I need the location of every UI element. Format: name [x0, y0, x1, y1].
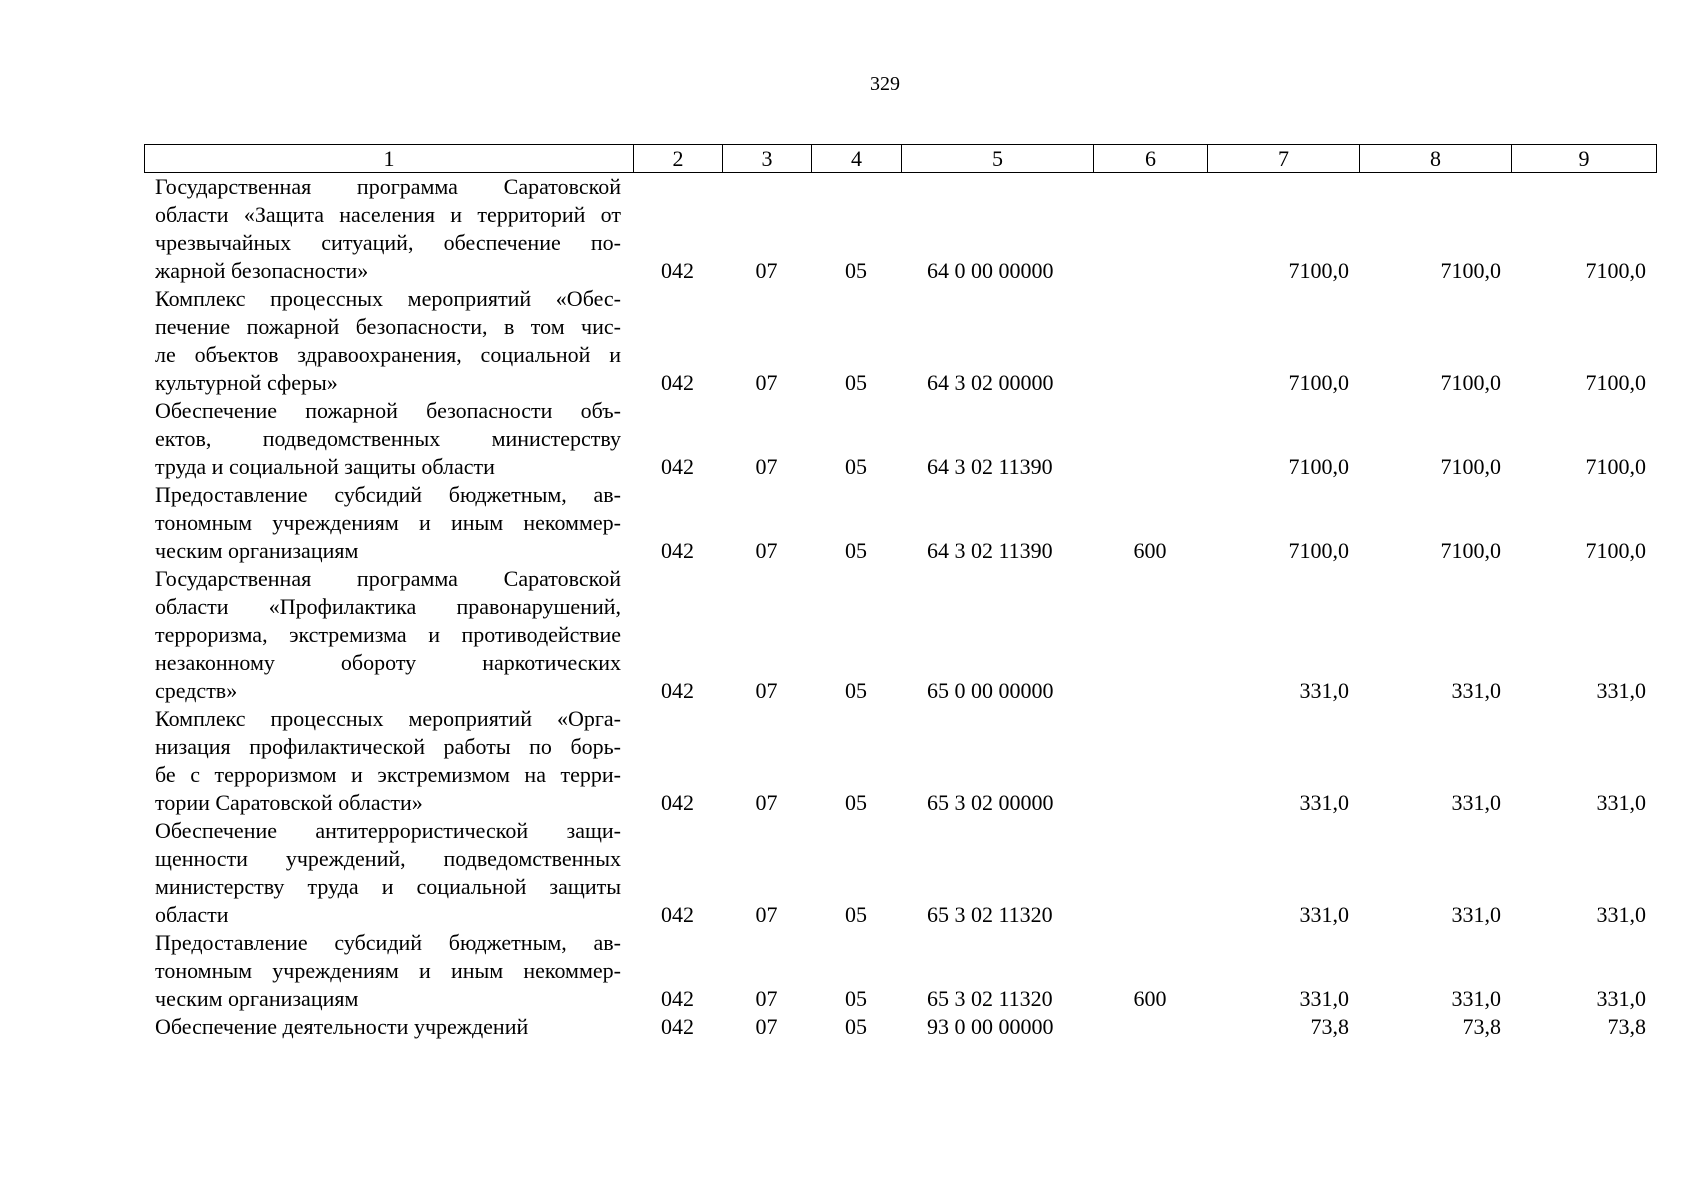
expense-type-cell	[1093, 705, 1207, 817]
row-name-line: Обеспечение антитеррористической защи-	[155, 818, 621, 843]
ministry-code-cell: 042	[661, 538, 694, 563]
amount-cell: 331,0	[1451, 790, 1501, 815]
expense-type-cell	[1093, 285, 1207, 397]
subsection-code-cell: 05	[845, 902, 867, 927]
row-name-line: области «Профилактика правонарушений,	[155, 594, 621, 619]
row-name-line: средств»	[155, 678, 238, 703]
section-code-cell: 07	[755, 454, 778, 479]
expense-type-cell: 600	[1133, 986, 1167, 1011]
table-row	[144, 1013, 1656, 1041]
subsection-code-cell: 05	[845, 454, 867, 479]
target-article-cell: 65 0 00 00000	[927, 678, 1054, 703]
amount-cell: 7100,0	[1288, 538, 1349, 563]
row-name-line: ектов, подведомственных министерству	[155, 426, 621, 451]
section-code-cell: 07	[755, 902, 778, 927]
row-name-line: культурной сферы»	[155, 370, 338, 395]
table-row	[144, 705, 1656, 817]
row-name-line: Предоставление субсидий бюджетным, ав-	[155, 482, 621, 507]
row-name-line: печение пожарной безопасности, в том чис-	[155, 314, 621, 339]
amount-cell: 331,0	[1451, 986, 1501, 1011]
amount-cell: 73,8	[1310, 1014, 1349, 1039]
ministry-code-cell: 042	[661, 986, 694, 1011]
expense-type-cell	[1093, 565, 1207, 705]
column-header: 2	[634, 145, 723, 173]
subsection-code-cell: 05	[845, 678, 867, 703]
amount-cell: 331,0	[1299, 902, 1349, 927]
column-header-row	[145, 145, 1657, 173]
table-row	[144, 397, 1656, 481]
row-name-cell	[144, 929, 633, 1013]
target-article-cell: 64 3 02 11390	[927, 454, 1053, 479]
row-name-cell	[144, 565, 633, 705]
amount-cell: 331,0	[1299, 986, 1349, 1011]
amount-cell: 7100,0	[1288, 258, 1349, 283]
amount-cell: 7100,0	[1585, 258, 1646, 283]
target-article-cell: 65 3 02 00000	[927, 790, 1054, 815]
table-row	[144, 929, 1656, 1013]
subsection-code-cell: 05	[845, 790, 867, 815]
amount-cell: 331,0	[1451, 678, 1501, 703]
amount-cell: 331,0	[1299, 790, 1349, 815]
row-name-line: Комплекс процессных мероприятий «Орга-	[155, 706, 621, 731]
amount-cell: 7100,0	[1440, 538, 1501, 563]
ministry-code-cell: 042	[661, 454, 694, 479]
section-code-cell: 07	[755, 258, 778, 283]
ministry-code-cell: 042	[661, 790, 694, 815]
amount-cell: 7100,0	[1440, 258, 1501, 283]
column-header: 4	[812, 145, 902, 173]
amount-cell: 73,8	[1462, 1014, 1501, 1039]
row-name-line: чрезвычайных ситуаций, обеспечение по-	[155, 230, 621, 255]
subsection-code-cell: 05	[845, 986, 867, 1011]
amount-cell: 331,0	[1299, 678, 1349, 703]
target-article-cell: 64 3 02 11390	[927, 538, 1053, 563]
row-name-line: тономным учреждениям и иным некоммер-	[155, 958, 621, 983]
ministry-code-cell: 042	[661, 678, 694, 703]
subsection-code-cell: 05	[845, 370, 867, 395]
section-code-cell: 07	[755, 538, 778, 563]
amount-cell: 331,0	[1596, 986, 1646, 1011]
amount-cell: 7100,0	[1440, 370, 1501, 395]
row-name-line: области «Защита населения и территорий от	[155, 202, 621, 227]
table-body	[144, 173, 1656, 1041]
row-name-line: низация профилактической работы по борь-	[155, 734, 621, 759]
row-name-line: ческим организациям	[155, 538, 359, 563]
subsection-code-cell: 05	[845, 1014, 867, 1039]
row-name-cell	[144, 285, 633, 397]
section-code-cell: 07	[755, 370, 778, 395]
column-header: 9	[1512, 145, 1657, 173]
amount-cell: 73,8	[1607, 1014, 1646, 1039]
row-name-line: Комплекс процессных мероприятий «Обес-	[155, 286, 621, 311]
amount-cell: 7100,0	[1585, 454, 1646, 479]
expense-type-cell	[1093, 1013, 1207, 1041]
section-code-cell: 07	[755, 986, 778, 1011]
row-name-line: щенности учреждений, подведомственных	[155, 846, 621, 871]
row-name-line: Обеспечение деятельности учреждений	[155, 1014, 529, 1039]
amount-cell: 7100,0	[1440, 454, 1501, 479]
column-header: 7	[1208, 145, 1360, 173]
column-header: 8	[1360, 145, 1512, 173]
row-name-cell	[144, 817, 633, 929]
budget-table	[144, 173, 1656, 1041]
column-header: 1	[145, 145, 634, 173]
table-row	[144, 173, 1656, 285]
row-name-cell	[144, 173, 633, 285]
amount-cell: 7100,0	[1585, 538, 1646, 563]
amount-cell: 331,0	[1596, 790, 1646, 815]
ministry-code-cell: 042	[661, 902, 694, 927]
amount-cell: 7100,0	[1288, 454, 1349, 479]
table-row	[144, 817, 1656, 929]
row-name-line: жарной безопасности»	[155, 258, 369, 283]
column-header-table	[144, 144, 1657, 173]
column-header: 3	[723, 145, 812, 173]
column-header: 5	[902, 145, 1094, 173]
amount-cell: 331,0	[1451, 902, 1501, 927]
table-row	[144, 481, 1656, 565]
expense-type-cell: 600	[1133, 538, 1167, 563]
target-article-cell: 93 0 00 00000	[927, 1014, 1054, 1039]
row-name-line: бе с терроризмом и экстремизмом на терри-	[155, 762, 621, 787]
row-name-cell	[144, 1013, 633, 1041]
row-name-line: Государственная программа Саратовской	[155, 566, 621, 591]
row-name-line: терроризма, экстремизма и противодействие	[155, 622, 621, 647]
target-article-cell: 65 3 02 11320	[927, 902, 1053, 927]
table-row	[144, 565, 1656, 705]
amount-cell: 7100,0	[1585, 370, 1646, 395]
row-name-line: Обеспечение пожарной безопасности объ-	[155, 398, 621, 423]
target-article-cell: 64 0 00 00000	[927, 258, 1054, 283]
section-code-cell: 07	[755, 678, 778, 703]
row-name-cell	[144, 705, 633, 817]
subsection-code-cell: 05	[845, 258, 867, 283]
row-name-line: ле объектов здравоохранения, социальной и	[155, 342, 621, 367]
amount-cell: 331,0	[1596, 902, 1646, 927]
section-code-cell: 07	[755, 1014, 778, 1039]
column-header: 6	[1094, 145, 1208, 173]
row-name-line: незаконному обороту наркотических	[155, 650, 621, 675]
row-name-line: Государственная программа Саратовской	[155, 174, 621, 199]
expense-type-cell	[1093, 817, 1207, 929]
row-name-line: тории Саратовской области»	[155, 790, 423, 815]
row-name-line: тономным учреждениям и иным некоммер-	[155, 510, 621, 535]
amount-cell: 7100,0	[1288, 370, 1349, 395]
page-number: 329	[870, 73, 900, 95]
amount-cell: 331,0	[1596, 678, 1646, 703]
target-article-cell: 65 3 02 11320	[927, 986, 1053, 1011]
table-row	[144, 285, 1656, 397]
target-article-cell: 64 3 02 00000	[927, 370, 1054, 395]
row-name-cell	[144, 481, 633, 565]
ministry-code-cell: 042	[661, 258, 694, 283]
row-name-cell	[144, 397, 633, 481]
subsection-code-cell: 05	[845, 538, 867, 563]
expense-type-cell	[1093, 173, 1207, 285]
section-code-cell: 07	[755, 790, 778, 815]
row-name-line: ческим организациям	[155, 986, 359, 1011]
row-name-line: министерству труда и социальной защиты	[155, 874, 621, 899]
ministry-code-cell: 042	[661, 1014, 694, 1039]
row-name-line: области	[155, 902, 229, 927]
row-name-line: Предоставление субсидий бюджетным, ав-	[155, 930, 621, 955]
expense-type-cell	[1093, 397, 1207, 481]
row-name-line: труда и социальной защиты области	[155, 454, 495, 479]
ministry-code-cell: 042	[661, 370, 694, 395]
